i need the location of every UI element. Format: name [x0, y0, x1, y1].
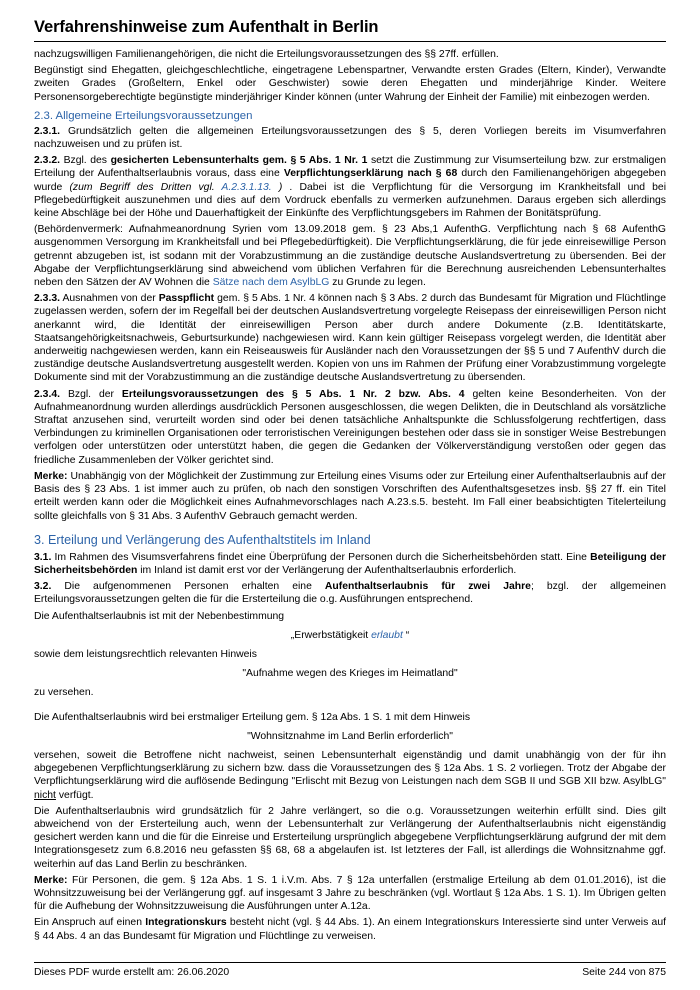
versehen-text-1: versehen, soweit die Betroffene nicht nachweist, seinen Lebensunterhalt eigenständig und damit unabhängig von der für ihn abgegebenen Verpflichtungserklärung zu sichern bzw. dass die Voraussetzungen des § 12a Abs. 1 S. 2 vorliegen. Trotz der Abgabe der Verpflichtungserklärung wird die auflösende Bedingung "Erlischt mit Bezug von Leistungen nach dem SGB II und SGB XII bzw. AsylbLG" — [34, 749, 666, 788]
section-2-3-2-note — [34, 223, 666, 289]
s232-text-3: durch den Familienangehörigen abgegeben wurde — [34, 168, 666, 193]
versehen-underline: nicht — [34, 789, 56, 801]
asylblg-link[interactable]: Sätze nach dem AsylbLG — [212, 277, 330, 289]
footer-created-date: Dieses PDF wurde erstellt am: 26.06.2020 — [34, 967, 230, 978]
quote-erwerb-suffix: “ — [402, 629, 410, 641]
quote-erwerbstaetigkeit — [34, 629, 666, 642]
paragraph-zu-versehen: zu versehen. — [34, 687, 94, 699]
merke-label-1: Merke: — [34, 470, 68, 482]
page-title: Verfahrenshinweise zum Aufenthalt in Berlin — [34, 18, 666, 42]
section-number-3-2: 3.2. — [34, 581, 52, 593]
cross-reference-link-a23113[interactable]: A.2.3.1.13. — [221, 181, 272, 193]
versehen-text-2: verfügt. — [55, 789, 94, 801]
section-2-3-4 — [34, 388, 666, 467]
quote-erwerb-prefix: „Erwerbstätigkeit — [290, 629, 372, 641]
merke-note-1 — [34, 470, 666, 523]
s233-text-2: gem. § 5 Abs. 1 Nr. 4 können nach § 3 Abs. 2 durch das Bundesamt für Migration und Flüchtlinge zugelassen werden, sofern der im Regelfall bei der deutschen Auslandsvertretung vorgelegte Reisepass der einreisewilligen Person nicht anerkannt wird, die Identität der einreisewilligen Person aber durch andere Dokumente (z.B. Identitätskarte, Staatsangehörigkeitsnachweis, Geburtsurkunde) nachgewiesen wird. Kann kein gültiger Reisepass vorgelegt werden, die Identität aber anderweitig nachgewiesen werden, kann ein Reiseausweis für Ausländer nach den Voraussetzungen der §§ 5 und 7 AufenthV durch die zuständige deutsche Auslandsvertretung ausgestellt werden. Kopien von uns im Rahmen der Prüfung einer Vorabzustimmung vorgelegte Dokumente sind mit der Vorabzustimmung an die zuständige deutsche Auslandsvertretung zu übersenden. — [34, 293, 666, 384]
quote-aufnahme-krieg: "Aufnahme wegen des Krieges im Heimatland" — [242, 668, 458, 680]
s232-italic-2: ) — [271, 181, 283, 193]
s32-text-1: Die aufgenommenen Personen erhalten eine — [51, 581, 325, 593]
paragraph-intro: nachzugswilligen Familienangehörigen, die nicht die Erteilungsvoraussetzungen des §§ 27ff. erfüllen. — [34, 49, 499, 60]
merke-text-1: Unabhängig von der Möglichkeit der Zustimmung zur Erteilung eines Visums oder zur Erteilung einer Aufenthaltserlaubnis auf der Basis des § 23 Abs. 1 ist immer auch zu prüfen, ob nach den sonstigen Vorschriften des Aufenthaltsgesetzes insb. §§ 27 ff. ein Titel erteilt werden kann oder die Möglichkeit eines Aufnahmevorschlages nach A.23.s.5. besteht. Im Fall einer beabsichtigten Titelerteilung sollte gleichfalls von § 31 Abs. 3 AufenthV Gebrauch gemacht werden. — [34, 470, 666, 522]
integration-text-1: Ein Anspruch auf einen — [34, 917, 146, 929]
s32-text-2: ; bzgl. der allgemeinen Erteilungsvoraussetzungen gelten die für die Ersterteilung die o.g. Ausführungen entsprechend. — [34, 581, 666, 606]
heading-2-3: 2.3. Allgemeine Erteilungsvoraussetzungen — [34, 109, 253, 122]
section-text-2-3-1: Grundsätzlich gelten die allgemeinen Erteilungsvoraussetzungen des § 5, deren Vorliegen bereits im Visumverfahren nachzuweisen und zu prüfen ist. — [34, 125, 666, 151]
merke-label-2: Merke: — [34, 874, 68, 886]
s232-text-6: zu Grunde zu legen. — [329, 277, 426, 289]
s31-text-1: Im Rahmen des Visumsverfahrens findet eine Überprüfung der Personen durch die Sicherheitsbehörden statt. Eine — [51, 551, 591, 563]
s234-bold-1: Erteilungsvoraussetzungen des § 5 Abs. 1 Nr. 2 bzw. Abs. 4 — [121, 388, 465, 400]
merke-text-2: Für Personen, die gem. § 12a Abs. 1 S. 1 i.V.m. Abs. 7 § 12a unterfallen (erstmalige Erteilung ab dem 01.01.2016), ist die Wohnsitzzuweisung bei der Verlängerung ggf. auf insgesamt 3 Jahre zu beschränken (vgl. Wortlaut § 12a Abs. 1 S. 1). Im Übrigen gelten für die Aufhebung der Wohnsitzzuweisung die Ausführungen unter A.12a. — [34, 874, 666, 913]
paragraph-hinweis: sowie dem leistungsrechtlich relevanten Hinweis — [34, 648, 257, 660]
paragraph-beguenstigt: Begünstigt sind Ehegatten, gleichgeschlechtliche, eingetragene Lebenspartner, Verwandte ersten Grades (Eltern, Kinder), Verwandte zweiten Grades (Großeltern, Enkel oder Geschwister) sowie deren Ehegatten und minderjährige Kinder. Weitere Personensorgeberechtigte begünstigte minderjähriger Kinder können (unter Wahrung der Einheit der Familie) mit einbezogen werden. — [34, 65, 666, 103]
s232-text-4: . Dabei ist die Verpflichtung für die Versorgung im Krankheitsfall und bei Pflegebedürftigkeit auszunehmen und dies auf dem Vordruck ebenfalls zu vermerken aufzunehmen. Daraus ergeben sich allerdings keine Abschläge bei der Höhe und Dauerhaftigkeit der Einkünfte des Verpflichtungsgebers im Rahmen der Bonitätsprüfung. — [34, 181, 667, 220]
s233-bold-1: Passpflicht — [158, 293, 215, 305]
section-number-2-3-1: 2.3.1. — [34, 125, 60, 137]
quote-wohnsitznahme: "Wohnsitznahme im Land Berlin erforderlich" — [247, 730, 453, 742]
section-number-3-1: 3.1. — [34, 551, 52, 563]
paragraph-versehen-soweit — [34, 749, 666, 802]
merke-note-2 — [34, 874, 666, 914]
quote-erwerb-erlaubt: erlaubt — [371, 629, 403, 641]
s232-text-1: Bzgl. des — [63, 155, 111, 167]
section-number-2-3-3: 2.3.3. — [34, 293, 60, 305]
integration-bold-1: Integrationskurs — [145, 917, 227, 929]
s233-text-1: Ausnahmen von der — [62, 293, 159, 305]
paragraph-integrationskurs — [34, 916, 666, 942]
s232-bold-1: gesicherten Lebensunterhalts gem. § 5 Abs. 1 Nr. 1 — [110, 155, 368, 167]
section-2-3-2 — [34, 154, 666, 220]
page-footer — [34, 962, 666, 978]
footer-page-number: Seite 244 von 875 — [582, 967, 666, 978]
section-2-3-3 — [34, 292, 666, 384]
section-3-2 — [34, 580, 666, 606]
integration-text-2: besteht nicht (vgl. § 44 Abs. 1). An einem Integrationskurs Interessierte sind unter Verweis auf § 44 Abs. 4 an das Bundesamt für Migration und Flüchtlinge zu verweisen. — [34, 917, 666, 942]
s232-text-2: setzt die Zustimmung zur Visumserteilung bzw. zur erstmaligen Erteilung der Aufenthaltserlaubnis voraus, dass eine — [34, 155, 667, 180]
s31-bold-1: Beteiligung der Sicherheitsbehörden — [34, 551, 666, 576]
s232-italic-1: (zum Begriff des Dritten vgl. — [69, 181, 222, 193]
s31-text-2: im Inland ist damit erst vor der Verlängerung der Aufenthaltserlaubnis erforderlich. — [137, 564, 517, 576]
paragraph-erstmalige-erteilung: Die Aufenthaltserlaubnis wird bei erstmaliger Erteilung gem. § 12a Abs. 1 S. 1 mit dem Hinweis — [34, 711, 471, 723]
section-2-3-1 — [34, 125, 666, 151]
section-number-2-3-2: 2.3.2. — [34, 155, 60, 167]
paragraph-verlaengerung: Die Aufenthaltserlaubnis wird grundsätzlich für 2 Jahre verlängert, so die o.g. Voraussetzungen weiterhin erfüllt sind. Dies gilt abweichend von der Ersterteilung auch, wenn der Lebensunterhalt zur Verlängerung der Aufenthaltserlaubnis nicht eigenständig gesichert werden kann und die für die Einreise und Ersterteilung ursprünglich abgegebene Verpflichtungserklärung aufgrund der mit dem Integrationsgesetz zum 6.8.2016 neu gefassten §§ 68, 68 a abgelaufen ist. Ist letzteres der Fall, ist allerdings die Wohnsitznahme ggf. weiterhin auf das Land Berlin zu beschränken. — [34, 805, 666, 870]
section-3-1 — [34, 551, 666, 577]
s232-text-5: (Behördenvermerk: Aufnahmeanordnung Syrien vom 13.09.2018 gem. § 23 Abs,1 AufenthG. Verpflichtung nach § 68 AufenthG ausgenommen Versorgung im Krankheitsfall und bei Pflegebedürftigkeit). Die Verpflichtungserklärung, die für jede einreisewillige Person getrennt abzugeben ist, ist sodann mit der Vorabzustimmung an die zuständige deutsche Auslandsvertretung zu übersenden. Bei der Abgabe der Verpflichtungserklärung sind abweichend vom üblichen Verfahren für die Berechnung ausreichenden Lebensunterhaltes neben den Sätzen der AV Wohnen die — [34, 224, 666, 289]
s32-bold-1: Aufenthaltserlaubnis für zwei Jahre — [324, 581, 531, 593]
s234-text-2: gelten keine Besonderheiten. Von der Aufnahmeanordnung wurden allerdings ausdrücklich Personen ausgeschlossen, die wegen Delikten, die in Deutschland als vorsätzliche Straftat anzusehen sind, verurteilt worden sind oder bei denen tatsächliche Anhaltspunkte die Schlussfolgerung rechtfertigen, dass Verbindungen zu kriminellen Organisationen oder terroristischen Vereinigungen bestehen oder dass sie in sonstiger Weise Bestrebungen verfolgen oder unterstützen oder unterstützt haben, die gegen die Gedanken der Völkerverständigung verstoßen oder gegen das friedliche Zusammenleben der Völker gerichtet sind. — [34, 388, 666, 466]
heading-3: 3. Erteilung und Verlängerung des Aufenthaltstitels im Inland — [34, 532, 371, 547]
section-number-2-3-4: 2.3.4. — [34, 388, 60, 400]
s234-text-1: Bzgl. der — [67, 388, 122, 400]
s232-bold-2: Verpflichtungserklärung nach § 68 — [283, 168, 458, 180]
paragraph-nebenbestimmung: Die Aufenthaltserlaubnis ist mit der Nebenbestimmung — [34, 610, 285, 622]
